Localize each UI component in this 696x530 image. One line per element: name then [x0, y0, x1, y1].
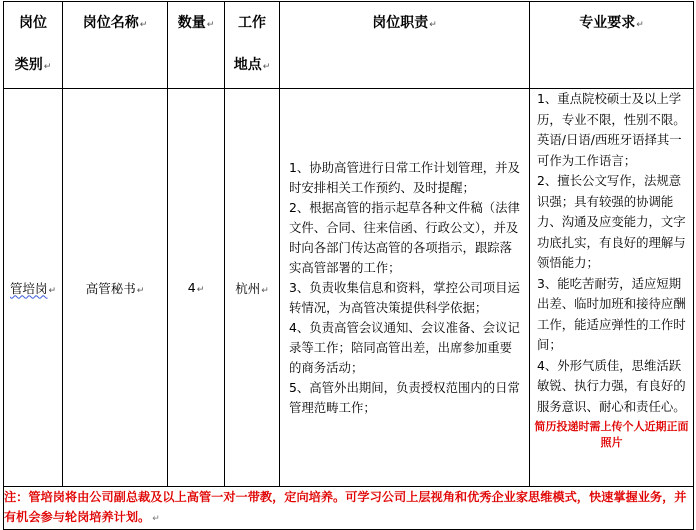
duty-item: 3、负责收集信息和资料，掌控公司项目运转情况，为高管决策提供科学依据； — [289, 279, 520, 315]
header-row — [4, 2, 694, 89]
note-text: 注：管培岗将由公司副总裁及以上高管一对一带教，定向培养。可学习公司上层视角和优秀企业家思维模式，快速掌握业务，并有机会参与轮岗培养计划。 — [4, 490, 687, 524]
requirements-cell — [530, 89, 694, 487]
paragraph-mark-icon: ↵ — [136, 285, 145, 296]
duty-item: 1、协助高管进行日常工作计划管理，并及时安排相关工作预约、及时提醒； — [289, 159, 520, 195]
header-name: 岗位名称↵ — [63, 2, 168, 89]
paragraph-mark-icon: ↵ — [206, 20, 215, 30]
job-posting-table — [3, 1, 694, 530]
header-category-line2: 类别 — [14, 57, 43, 73]
header-location — [225, 2, 280, 89]
paragraph-mark-icon: ↵ — [152, 514, 160, 524]
requirement-item: 4、外形气质佳，思维活跃敏锐、执行力强，有良好的服务意识、耐心和责任心。 — [537, 357, 686, 414]
count-value: 4 — [187, 280, 196, 295]
note-row — [4, 487, 694, 530]
paragraph-mark-icon: ↵ — [139, 20, 148, 30]
duty-item: 2、根据高管的指示起草各种文件稿（法律文件、合同、往来信函、行政公文），并及时向各部门传达高管的各项指示，跟踪落实高管部署的工作； — [289, 199, 520, 275]
header-category — [4, 2, 63, 89]
category-value: 管培岗 — [9, 280, 48, 296]
note-cell — [4, 487, 694, 530]
paragraph-mark-icon: ↵ — [43, 62, 52, 72]
duty-item: 5、高管外出期间，负责授权范围内的日常管理范畴工作； — [289, 379, 520, 415]
photo-note: 简历投递时需上传个人近期正面照片 — [534, 420, 689, 449]
header-count: 数量↵ — [168, 2, 225, 89]
paragraph-mark-icon: ↵ — [196, 285, 205, 295]
header-requirements: 专业要求↵ — [530, 2, 694, 89]
location-value: 杭州 — [235, 280, 261, 296]
name-cell — [63, 89, 168, 487]
paragraph-mark-icon: ↵ — [429, 20, 437, 30]
name-value: 高管秘书 — [85, 280, 136, 296]
location-cell — [225, 89, 280, 487]
header-location-line1: 工作 — [238, 15, 266, 31]
paragraph-mark-icon: ↵ — [636, 20, 644, 30]
category-cell — [4, 89, 63, 487]
count-cell — [168, 89, 225, 487]
requirement-item: 3、能吃苦耐劳，适应短期出差、临时加班和接待应酬工作，能适应弹性的工作时间； — [537, 275, 686, 352]
paragraph-mark-icon: ↵ — [262, 62, 271, 72]
header-duties: 岗位职责↵ — [280, 2, 530, 89]
paragraph-mark-icon: ↵ — [261, 285, 269, 296]
requirement-item: 2、擅长公文写作，法规意识强；具有较强的协调能力、沟通及应变能力，文字功底扎实，有良好的理解与领悟能力； — [537, 173, 686, 270]
duties-cell — [280, 89, 530, 487]
table-row — [4, 89, 694, 487]
duty-item: 4、负责高管会议通知、会议准备、会议记录等工作；陪同高管出差，出席参加重要的商务活动； — [289, 319, 520, 375]
header-category-line1: 岗位 — [19, 15, 47, 31]
header-location-line2: 地点 — [233, 57, 262, 73]
requirement-item: 1、重点院校硕士及以上学历，专业不限，性别不限。英语/日语/西班牙语择其一可作为工作语言； — [537, 91, 686, 168]
paragraph-mark-icon: ↵ — [48, 285, 57, 296]
